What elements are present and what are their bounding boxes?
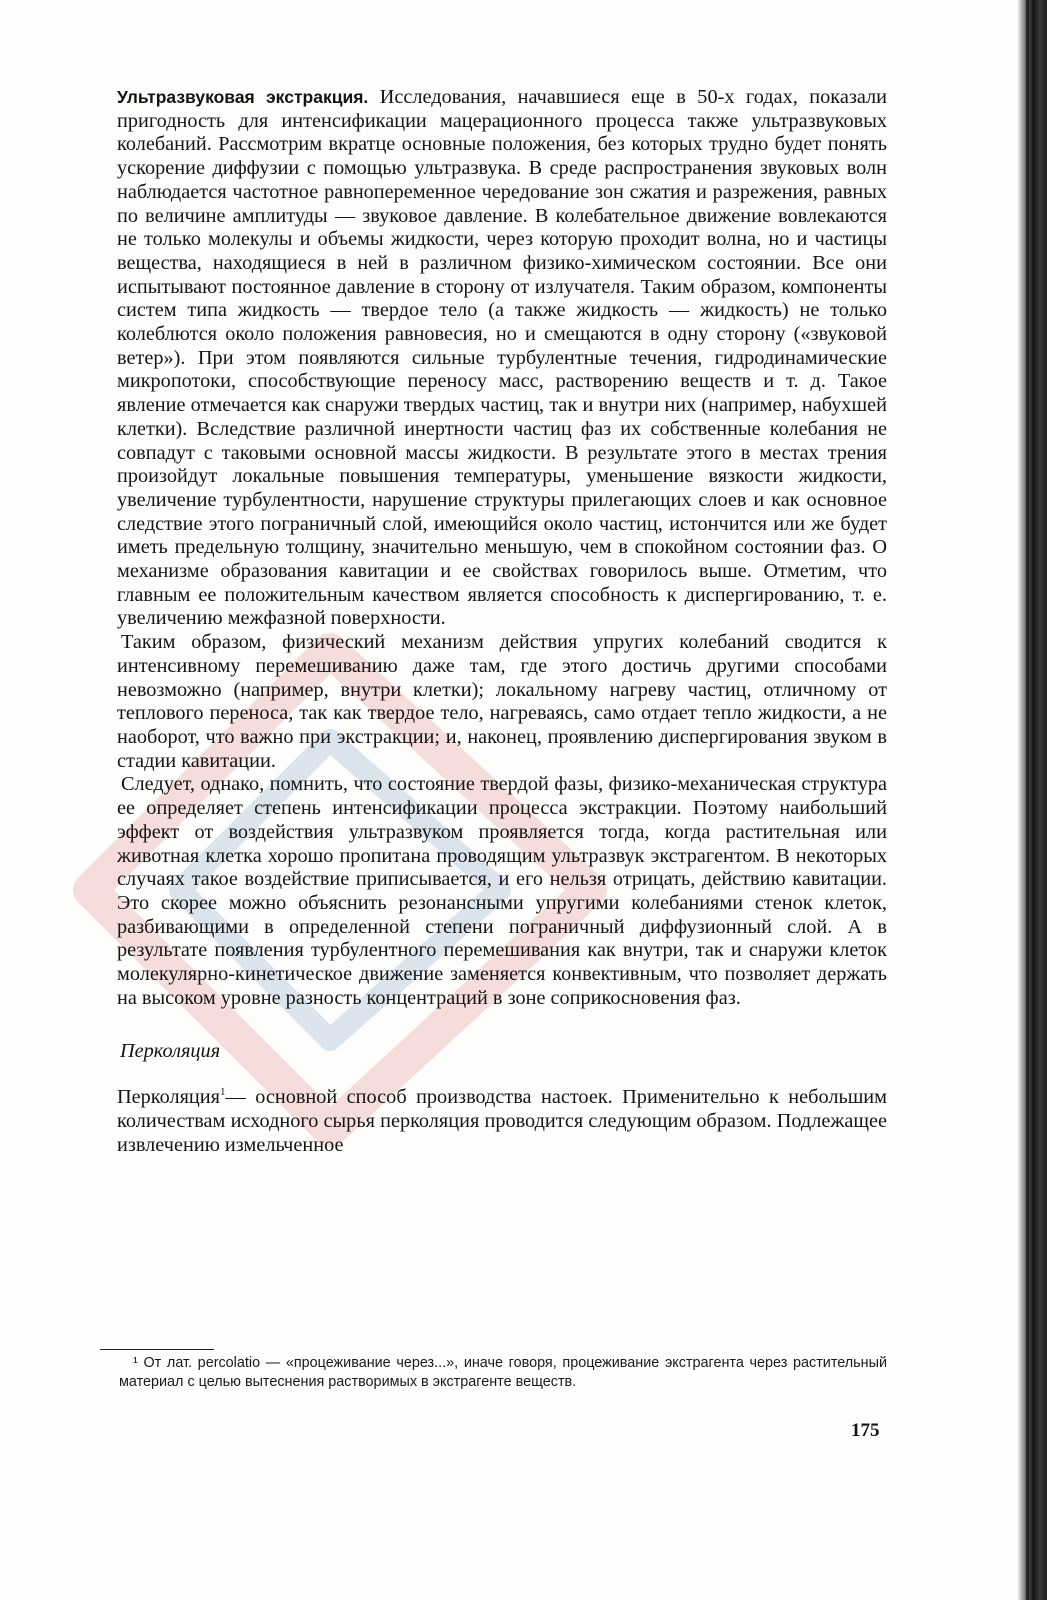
main-text [117, 86, 887, 1157]
footnote-divider [100, 1349, 214, 1350]
paragraph-percolation [117, 1086, 887, 1157]
footnote [119, 1354, 887, 1392]
footnote-text: От лат. percolatio — «процеживание через...», иначе говоря, процеживание экстрагента через растительный материал с целью вытеснения растворимых в экстрагенте веществ. [119, 1355, 887, 1390]
page-binding-line [1026, 0, 1029, 1600]
run-in-heading: Ультразвуковая экстракция. [117, 87, 369, 107]
section-heading: Перколяция [120, 1040, 221, 1063]
paragraph-solid-phase: Следует, однако, помнить, что состояние твердой фазы, физико-механическая структура ее определяет степень интенсификации процесса экстракции. Поэтому наибольший эффект от воздействия ультразвуком проявляется тогда, когда растительная или животная клетка хорошо пропитана проводящим ультразвук экстрагентом. В некоторых случаях такое воздействие приписывается, и его нельзя отрицать, действию кавитации. Это скорее можно объяснить резонансными упругими колебаниями стенок клеток, разбивающими в определенной степени пограничный диффузионный слой. А в результате появления турбулентного перемешивания как внутри, так и снаружи клеток молекулярно-кинетическое движение заменяется конвективным, что позволяет держать на высоком уровне разность концентраций в зоне соприкосновения фаз. [117, 773, 887, 1009]
footnote-reference: 1 [219, 1086, 226, 1099]
paragraph-text: — основной способ производства настоек. Применительно к небольшим количествам исходного сырья перколяция проводится следующим образом. Подлежащее извлечению измельченное [117, 1086, 887, 1156]
paragraph-mechanism: Таким образом, физический механизм действия упругих колебаний сводится к интенсивному перемешиванию даже там, где этого достичь другими способами невозможно (например, внутри клетки); локальному нагреву частиц, отличному от теплового переноса, так как твердое тело, нагреваясь, само отдает тепло жидкости, а не наоборот, что важно при экстракции; и, наконец, проявлению диспергирования звуком в стадии кавитации. [117, 631, 887, 772]
page-number: 175 [851, 1420, 880, 1441]
page-binding-edge [1017, 0, 1047, 1600]
percolation-term: Перколяция [117, 1086, 220, 1109]
paragraph-text: Исследования, начавшиеся еще в 50-х годах, показали пригодность для интенсификации мацерационного процесса также ультразвуковых колебаний. Рассмотрим вкратце основные положения, без которых трудно будет понять ускорение диффузии с помощью ультразвука. В среде распространения звуковых волн наблюдается частотное равнопеременное чередование зон сжатия и разрежения, равных по величине амплитуды — звуковое давление. В колебательное движение вовлекаются не только молекулы и объемы жидкости, через которую проходит волна, но и частицы вещества, находящиеся в ней в различном физико-химическом состоянии. Все они испытывают постоянное давление в сторону от излучателя. Таким образом, компоненты систем типа жидкость — твердое тело (а также жидкость — жидкость) не только колеблются около положения равновесия, но и смещаются в одну сторону («звуковой ветер»). При этом появляются сильные турбулентные течения, гидродинамические микропотоки, способствующие переносу масс, растворению веществ и т. д. Такое явление отмечается как снаружи твердых частиц, так и внутри них (например, набухшей клетки). Вследствие различной инертности частиц фаз их собственные колебания не совпадут с таковыми основной массы жидкости. В результате этого в местах трения произойдут локальные повышения температуры, уменьшение вязкости жидкости, увеличение турбулентности, нарушение структуры прилегающих слоев и как основное следствие этого пограничный слой, имеющийся около частиц, истончится или же будет иметь предельную толщину, значительно меньшую, чем в спокойном состоянии фаз. О механизме образования кавитации и ее свойствах говорилось выше. Отметим, что главным ее положительным качеством является способность к диспергированию, т. е. увеличению межфазной поверхности. [117, 86, 888, 630]
footnote-marker: ¹ [133, 1355, 138, 1371]
paragraph-ultrasound-extraction [117, 86, 887, 631]
